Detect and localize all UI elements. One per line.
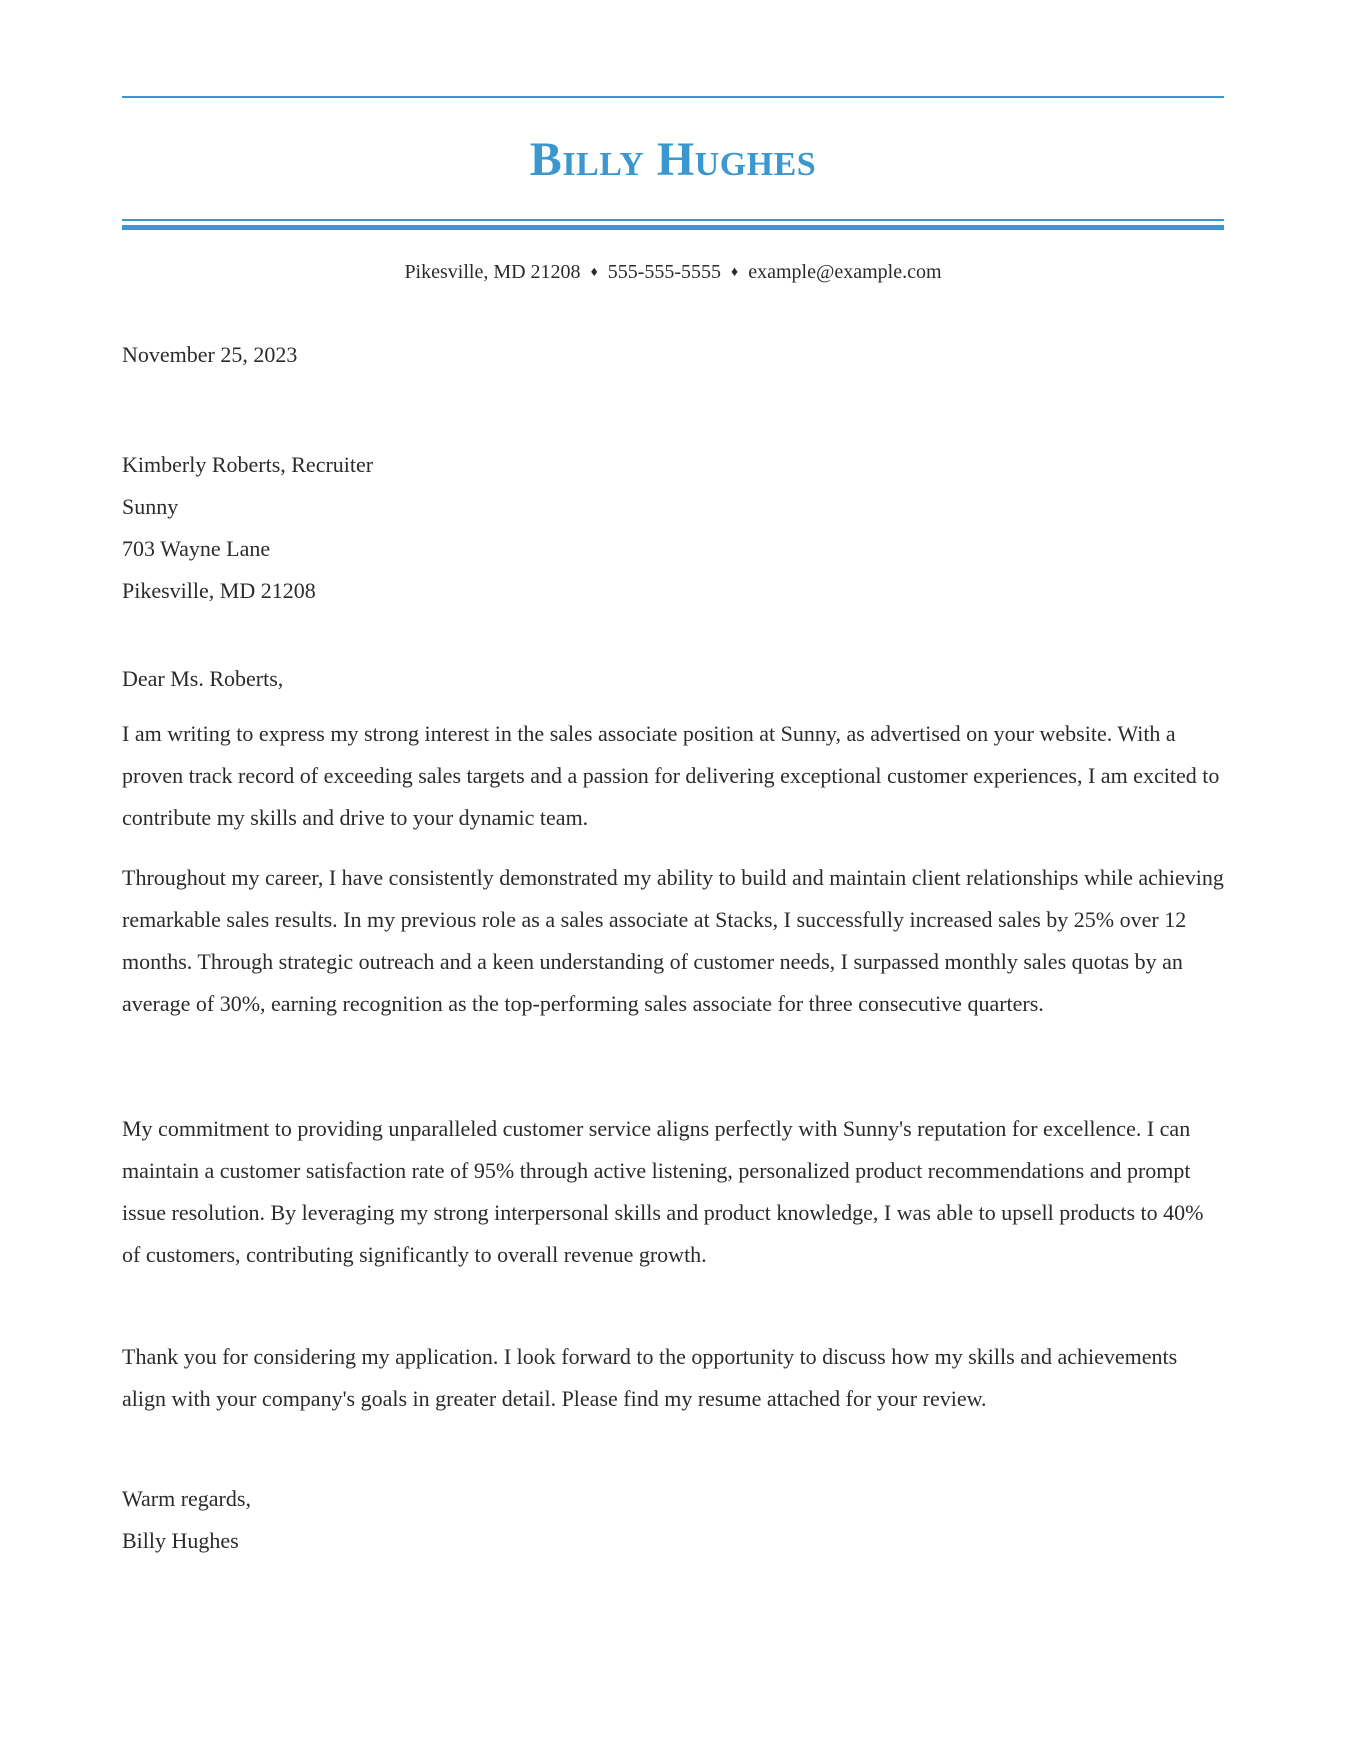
contact-location: Pikesville, MD 21208 xyxy=(404,261,581,283)
cover-letter-page xyxy=(122,0,1224,1750)
diamond-separator-icon: ♦ xyxy=(731,265,739,280)
diamond-separator-icon: ♦ xyxy=(590,265,598,280)
header-top-rule xyxy=(122,96,1224,98)
contact-email: example@example.com xyxy=(748,261,942,283)
recipient-name-title: Kimberly Roberts, Recruiter xyxy=(122,452,374,477)
header-double-rule xyxy=(122,219,1224,230)
signature-name: Billy Hughes xyxy=(122,1528,239,1553)
recipient-city-state-zip: Pikesville, MD 21208 xyxy=(122,578,316,603)
closing-block xyxy=(122,1478,251,1562)
contact-phone: 555-555-5555 xyxy=(607,261,722,283)
letter-date: November 25, 2023 xyxy=(122,342,298,367)
header-thin-rule xyxy=(122,219,1224,221)
applicant-name-heading: Billy Hughes xyxy=(529,133,817,186)
body-paragraph-4: Thank you for considering my application. I look forward to the opportunity to discuss how my skills and achievements align with your company's goals in greater detail. Please find my resume attached for your review. xyxy=(122,1344,1178,1411)
salutation: Dear Ms. Roberts, xyxy=(122,666,284,691)
header-thick-rule xyxy=(122,225,1224,230)
body-paragraph-3: My commitment to providing unparalleled customer service aligns perfectly with Sunny's reputation for excellence. I can maintain a customer satisfaction rate of 95% through active listening, personalized product recommendations and prompt issue resolution. By leveraging my strong interpersonal skills and product knowledge, I was able to upsell products to 40% of customers, contributing significantly to overall revenue growth. xyxy=(122,1116,1204,1267)
valediction: Warm regards, xyxy=(122,1486,251,1511)
body-paragraph-2: Throughout my career, I have consistently demonstrated my ability to build and maintain client relationships while achieving remarkable sales results. In my previous role as a sales associate at Stacks, I successfully increased sales by 25% over 12 months. Through strategic outreach and a keen understanding of customer needs, I surpassed monthly sales quotas by an average of 30%, earning recognition as the top-performing sales associate for three consecutive quarters. xyxy=(122,865,1224,1016)
recipient-company: Sunny xyxy=(122,494,179,519)
recipient-block xyxy=(122,444,373,612)
body-paragraph-1: I am writing to express my strong interest in the sales associate position at Sunny, as advertised on your website. With a proven track record of exceeding sales targets and a passion for delivering exceptional customer experiences, I am excited to contribute my skills and drive to your dynamic team. xyxy=(122,721,1220,830)
contact-line xyxy=(122,258,1224,287)
recipient-street: 703 Wayne Lane xyxy=(122,536,271,561)
